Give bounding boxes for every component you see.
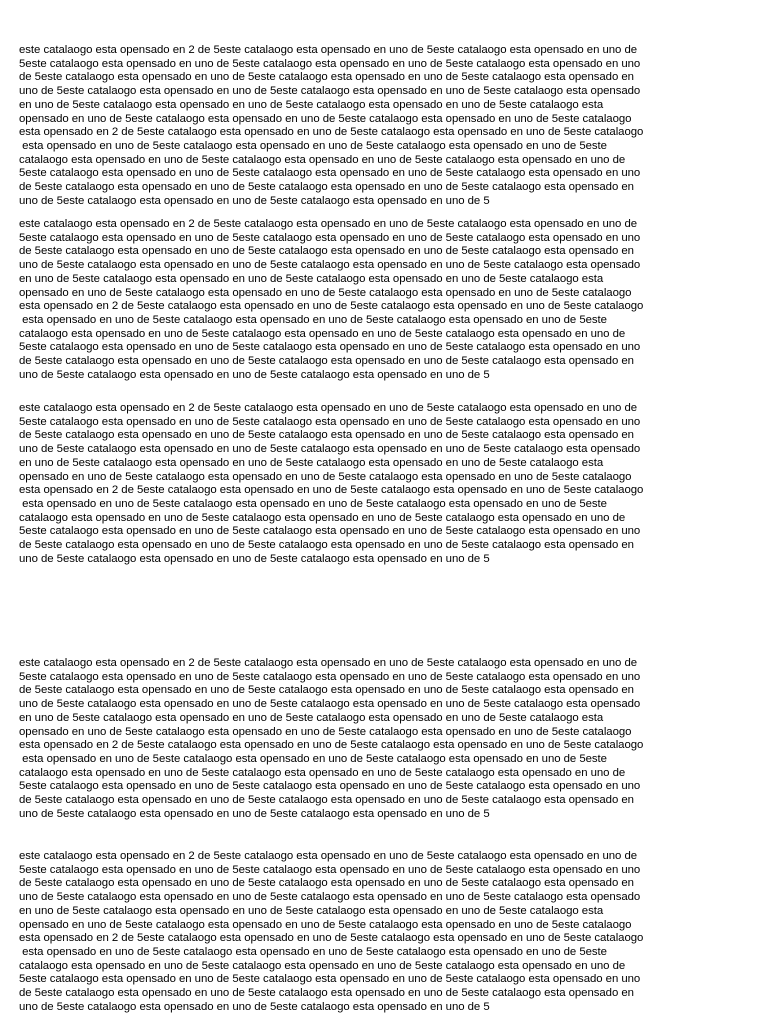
text-line: de 5este catalaogo esta opensado en uno de 5este catalaogo esta opensado en uno de 5este catalaogo esta opensado en — [19, 987, 634, 1000]
paragraph-1 — [19, 44, 719, 208]
text-line: opensado en uno de 5este catalaogo esta opensado en uno de 5este catalaogo esta opensado en uno de 5este catalaogo — [19, 286, 632, 299]
text-line: este catalaogo esta opensado en 2 de 5este catalaogo esta opensado en uno de 5este catalaogo esta opensado en uno de — [19, 218, 638, 230]
text-line: 5este catalaogo esta opensado en uno de 5este catalaogo esta opensado en uno de 5este catalaogo esta opensado en uno — [19, 670, 641, 683]
text-line: uno de 5este catalaogo esta opensado en uno de 5este catalaogo esta opensado en uno de 5 — [19, 368, 490, 381]
text-line: de 5este catalaogo esta opensado en uno de 5este catalaogo esta opensado en uno de 5este catalaogo esta opensado en — [19, 245, 634, 258]
text-line: catalaogo esta opensado en uno de 5este catalaogo esta opensado en uno de 5este catalaogo esta opensado en uno de — [19, 959, 626, 972]
text-line: este catalaogo esta opensado en 2 de 5este catalaogo esta opensado en uno de 5este catalaogo esta opensado en uno de — [19, 44, 638, 56]
text-line: 5este catalaogo esta opensado en uno de 5este catalaogo esta opensado en uno de 5este catalaogo esta opensado en uno — [19, 167, 641, 180]
paragraph-4 — [19, 657, 719, 821]
text-line: uno de 5este catalaogo esta opensado en uno de 5este catalaogo esta opensado en uno de 5este catalaogo esta opensado — [19, 443, 641, 456]
text-line: catalaogo esta opensado en uno de 5este catalaogo esta opensado en uno de 5este catalaogo esta opensado en uno de — [19, 511, 626, 524]
text-line: 5este catalaogo esta opensado en uno de 5este catalaogo esta opensado en uno de 5este catalaogo esta opensado en uno — [19, 415, 641, 428]
text-line: de 5este catalaogo esta opensado en uno de 5este catalaogo esta opensado en uno de 5este catalaogo esta opensado en — [19, 539, 634, 552]
text-line: 5este catalaogo esta opensado en uno de 5este catalaogo esta opensado en uno de 5este catalaogo esta opensado en uno — [19, 231, 641, 244]
text-line: este catalaogo esta opensado en 2 de 5este catalaogo esta opensado en uno de 5este catalaogo esta opensado en uno de — [19, 850, 638, 862]
text-line: esta opensado en uno de 5este catalaogo esta opensado en uno de 5este catalaogo esta opensado en uno de 5este — [19, 945, 607, 958]
text-line: 5este catalaogo esta opensado en uno de 5este catalaogo esta opensado en uno de 5este catalaogo esta opensado en uno — [19, 863, 641, 876]
text-line: uno de 5este catalaogo esta opensado en uno de 5este catalaogo esta opensado en uno de 5 — [19, 1000, 490, 1013]
text-line: uno de 5este catalaogo esta opensado en uno de 5este catalaogo esta opensado en uno de 5este catalaogo esta opensado — [19, 85, 641, 98]
text-line: esta opensado en uno de 5este catalaogo esta opensado en uno de 5este catalaogo esta opensado en uno de 5este — [19, 313, 607, 326]
text-line: uno de 5este catalaogo esta opensado en uno de 5este catalaogo esta opensado en uno de 5 — [19, 807, 490, 820]
text-line: catalaogo esta opensado en uno de 5este catalaogo esta opensado en uno de 5este catalaogo esta opensado en uno de — [19, 766, 626, 779]
text-line: catalaogo esta opensado en uno de 5este catalaogo esta opensado en uno de 5este catalaogo esta opensado en uno de — [19, 153, 626, 166]
text-line: en uno de 5este catalaogo esta opensado en uno de 5este catalaogo esta opensado en uno de 5este catalaogo esta — [19, 456, 604, 469]
text-line: este catalaogo esta opensado en 2 de 5este catalaogo esta opensado en uno de 5este catalaogo esta opensado en uno de — [19, 402, 638, 414]
text-line: uno de 5este catalaogo esta opensado en uno de 5este catalaogo esta opensado en uno de 5 — [19, 552, 490, 565]
text-line: opensado en uno de 5este catalaogo esta opensado en uno de 5este catalaogo esta opensado en uno de 5este catalaogo — [19, 725, 632, 738]
text-line: de 5este catalaogo esta opensado en uno de 5este catalaogo esta opensado en uno de 5este catalaogo esta opensado en — [19, 429, 634, 442]
text-line: esta opensado en uno de 5este catalaogo esta opensado en uno de 5este catalaogo esta opensado en uno de 5este — [19, 752, 607, 765]
text-line: uno de 5este catalaogo esta opensado en uno de 5este catalaogo esta opensado en uno de 5este catalaogo esta opensado — [19, 891, 641, 904]
text-line: esta opensado en 2 de 5este catalaogo esta opensado en uno de 5este catalaogo esta opensado en uno de 5este catalaogo — [19, 484, 644, 497]
text-line: de 5este catalaogo esta opensado en uno de 5este catalaogo esta opensado en uno de 5este catalaogo esta opensado en — [19, 794, 634, 807]
text-line: de 5este catalaogo esta opensado en uno de 5este catalaogo esta opensado en uno de 5este catalaogo esta opensado en — [19, 181, 634, 194]
text-line: en uno de 5este catalaogo esta opensado en uno de 5este catalaogo esta opensado en uno de 5este catalaogo esta — [19, 98, 604, 111]
text-line: en uno de 5este catalaogo esta opensado en uno de 5este catalaogo esta opensado en uno de 5este catalaogo esta — [19, 711, 604, 724]
text-line: opensado en uno de 5este catalaogo esta opensado en uno de 5este catalaogo esta opensado en uno de 5este catalaogo — [19, 112, 632, 125]
text-line: esta opensado en 2 de 5este catalaogo esta opensado en uno de 5este catalaogo esta opensado en uno de 5este catalaogo — [19, 300, 644, 313]
text-line: 5este catalaogo esta opensado en uno de 5este catalaogo esta opensado en uno de 5este catalaogo esta opensado en uno — [19, 973, 641, 986]
paragraph-3 — [19, 402, 719, 566]
text-line: esta opensado en uno de 5este catalaogo esta opensado en uno de 5este catalaogo esta opensado en uno de 5este — [19, 139, 607, 152]
text-line: esta opensado en uno de 5este catalaogo esta opensado en uno de 5este catalaogo esta opensado en uno de 5este — [19, 497, 607, 510]
text-line: en uno de 5este catalaogo esta opensado en uno de 5este catalaogo esta opensado en uno de 5este catalaogo esta — [19, 904, 604, 917]
text-line: de 5este catalaogo esta opensado en uno de 5este catalaogo esta opensado en uno de 5este catalaogo esta opensado en — [19, 71, 634, 84]
text-line: 5este catalaogo esta opensado en uno de 5este catalaogo esta opensado en uno de 5este catalaogo esta opensado en uno — [19, 57, 641, 70]
paragraph-2 — [19, 218, 719, 382]
text-line: uno de 5este catalaogo esta opensado en uno de 5este catalaogo esta opensado en uno de 5este catalaogo esta opensado — [19, 698, 641, 711]
text-line: esta opensado en 2 de 5este catalaogo esta opensado en uno de 5este catalaogo esta opensado en uno de 5este catalaogo — [19, 126, 644, 139]
text-line: 5este catalaogo esta opensado en uno de 5este catalaogo esta opensado en uno de 5este catalaogo esta opensado en uno — [19, 341, 641, 354]
text-line: esta opensado en 2 de 5este catalaogo esta opensado en uno de 5este catalaogo esta opensado en uno de 5este catalaogo — [19, 932, 644, 945]
paragraph-5 — [19, 850, 719, 1014]
text-line: opensado en uno de 5este catalaogo esta opensado en uno de 5este catalaogo esta opensado en uno de 5este catalaogo — [19, 470, 632, 483]
text-line: uno de 5este catalaogo esta opensado en uno de 5este catalaogo esta opensado en uno de 5este catalaogo esta opensado — [19, 259, 641, 272]
text-line: uno de 5este catalaogo esta opensado en uno de 5este catalaogo esta opensado en uno de 5 — [19, 194, 490, 207]
text-line: este catalaogo esta opensado en 2 de 5este catalaogo esta opensado en uno de 5este catalaogo esta opensado en uno de — [19, 657, 638, 669]
text-line: en uno de 5este catalaogo esta opensado en uno de 5este catalaogo esta opensado en uno de 5este catalaogo esta — [19, 272, 604, 285]
text-line: 5este catalaogo esta opensado en uno de 5este catalaogo esta opensado en uno de 5este catalaogo esta opensado en uno — [19, 525, 641, 538]
text-line: esta opensado en 2 de 5este catalaogo esta opensado en uno de 5este catalaogo esta opensado en uno de 5este catalaogo — [19, 739, 644, 752]
text-line: de 5este catalaogo esta opensado en uno de 5este catalaogo esta opensado en uno de 5este catalaogo esta opensado en — [19, 684, 634, 697]
text-line: de 5este catalaogo esta opensado en uno de 5este catalaogo esta opensado en uno de 5este catalaogo esta opensado en — [19, 877, 634, 890]
text-line: 5este catalaogo esta opensado en uno de 5este catalaogo esta opensado en uno de 5este catalaogo esta opensado en uno — [19, 780, 641, 793]
text-line: opensado en uno de 5este catalaogo esta opensado en uno de 5este catalaogo esta opensado en uno de 5este catalaogo — [19, 918, 632, 931]
text-line: de 5este catalaogo esta opensado en uno de 5este catalaogo esta opensado en uno de 5este catalaogo esta opensado en — [19, 355, 634, 368]
text-line: catalaogo esta opensado en uno de 5este catalaogo esta opensado en uno de 5este catalaogo esta opensado en uno de — [19, 327, 626, 340]
